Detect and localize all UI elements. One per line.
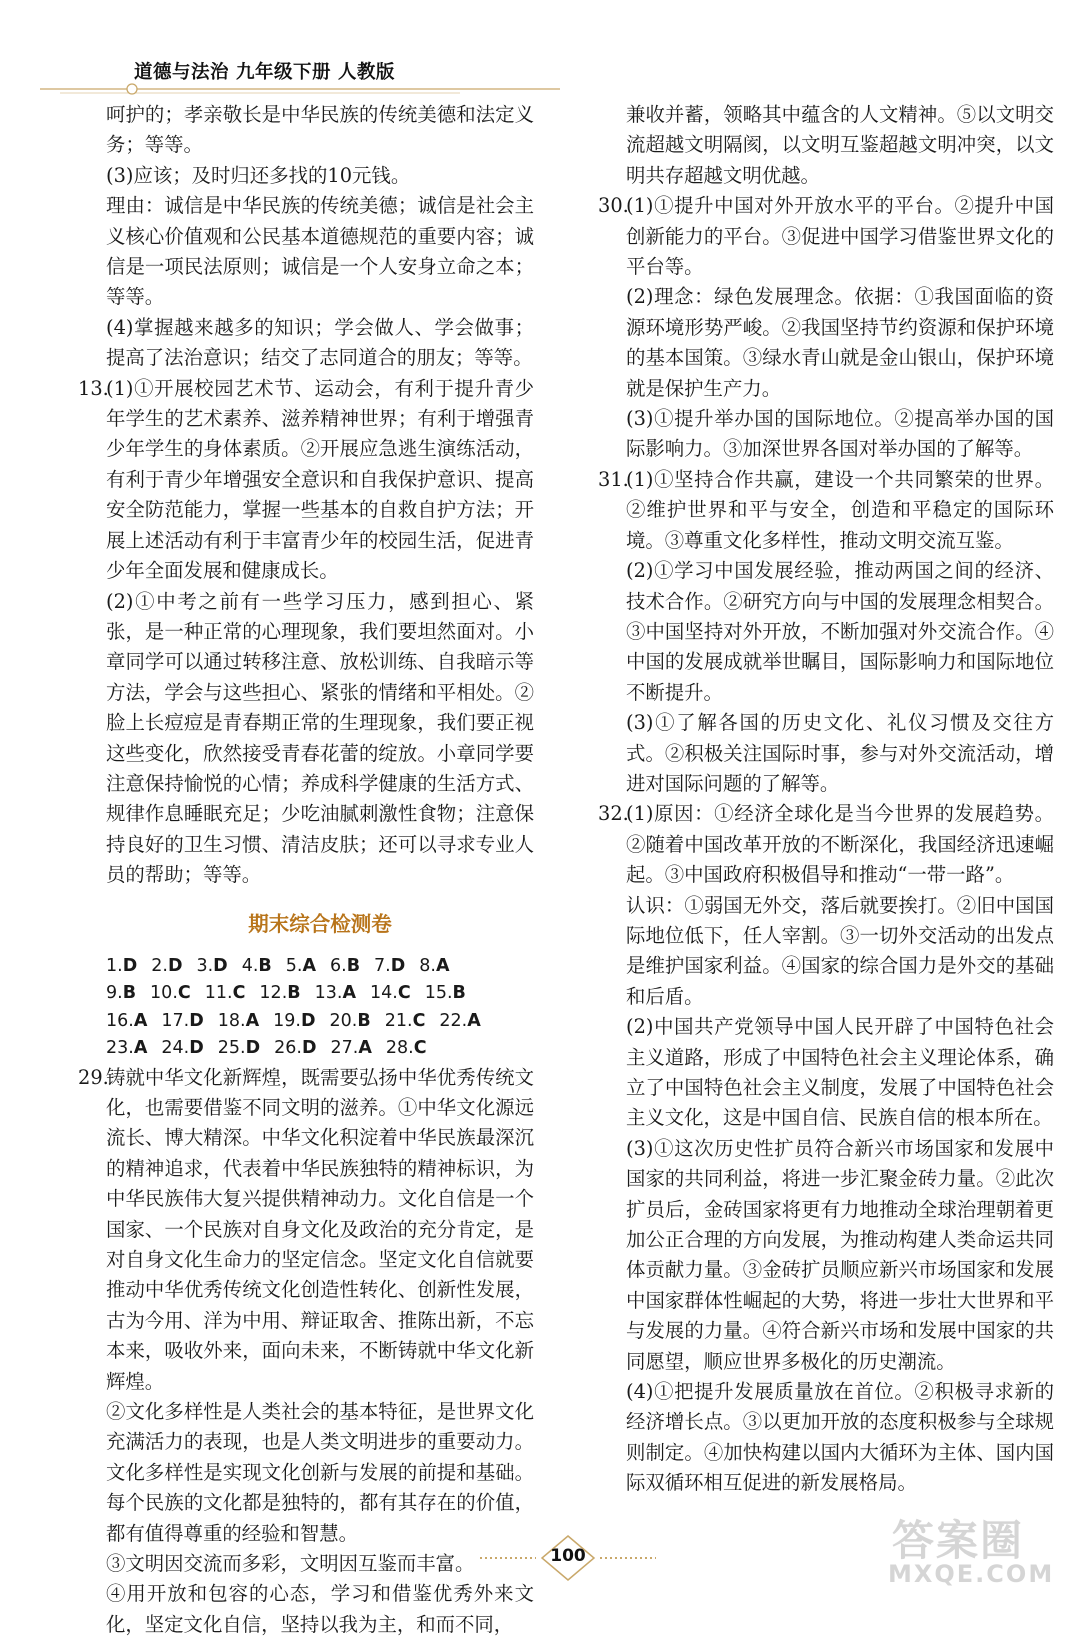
answer-choice: D: [213, 955, 228, 976]
answer-choice: D: [122, 955, 138, 976]
answer-row: [106, 980, 534, 1008]
question-31: [598, 465, 1054, 799]
question-number: 13.: [78, 376, 109, 400]
answer-number: 9.: [106, 983, 123, 1004]
answer-number: 1.: [106, 955, 123, 976]
answer-item: [151, 953, 182, 981]
answer-number: 12.: [259, 983, 288, 1004]
q12-part4: (4)掌握越来越多的知识；学会做人、学会做事；提高了法治意识；结交了志同道合的朋友；等等。: [106, 315, 534, 370]
answer-choice: A: [302, 955, 316, 976]
answer-choice: B: [346, 955, 361, 976]
answer-item: [205, 980, 246, 1008]
answer-item: [425, 980, 466, 1008]
answer-row: [106, 953, 534, 981]
answer-choice: D: [390, 955, 406, 976]
q29-para1: 铸就中华文化新辉煌，既需要弘扬中华优秀传统文化，也需要借鉴不同文明的滋养。①中华文化源远流长、博大精深。中华文化积淀着中华民族最深沉的精神追求，代表着中华民族独特的精神标识，为中华民族伟大复兴提供精神动力。文化自信是一个国家、一个民族对自身文化及政治的充分肯定，是对自身文化生命力的坚定信念。坚定文化自信就要推动中华优秀传统文化创造性转化、创新性发展，古为今用、洋为中用、辩证取舍、推陈出新，不忘本来，吸收外来，面向未来，不断铸就中华文化新辉煌。: [106, 1065, 534, 1393]
answer-number: 26.: [274, 1038, 302, 1059]
answer-number: 14.: [370, 983, 398, 1004]
answer-item: [374, 953, 405, 981]
answer-item: [386, 1035, 427, 1063]
answer-choice: B: [452, 983, 466, 1004]
question-13: [78, 374, 534, 891]
answer-number: 18.: [217, 1010, 246, 1031]
question-number: 30.: [598, 194, 629, 218]
answer-number: 13.: [314, 983, 343, 1004]
answer-item: [315, 980, 356, 1008]
answer-item: [330, 953, 360, 981]
q32-part4: (4)①把提升发展质量放在首位。②积极寻求新的经济增长点。③以更加开放的态度积极参与全球规则制定。④加快构建以国内大循环为主体、国内国际双循环相互促进的新发展格局。: [626, 1380, 1054, 1495]
answer-item: [439, 1008, 480, 1036]
answer-item: [330, 1008, 371, 1036]
q30-part2: (2)理念：绿色发展理念。依据：①我国面临的资源环境形势严峻。②我国坚持节约资源和保护环境的基本国策。③绿水青山就是金山银山，保护环境就是保护生产力。: [626, 285, 1054, 400]
answer-item: [242, 953, 272, 981]
answer-number: 3.: [196, 955, 214, 976]
q32-part2: (2)中国共产党领导中国人民开辟了中国特色社会主义道路，形成了中国特色社会主义理论体系，确立了中国特色社会主义制度，发展了中国特色社会主义文化，这是中国自信、民族自信的根本所在。: [626, 1015, 1054, 1130]
header-title: 道德与法治 九年级下册 人教版: [134, 62, 395, 83]
answer-choice: B: [287, 983, 301, 1004]
watermark-url: MXQE.COM: [888, 1560, 1055, 1588]
q32-part1-view: 认识：①弱国无外交，落后就要挨打。②旧中国国际地位低下，任人宰割。③一切外交活动的出发点是维护国家利益。④国家的综合国力是外交的基础和后盾。: [626, 893, 1054, 1008]
q31-part3: (3)①了解各国的历史文化、礼仪习惯及交往方式。②积极关注国际时事，参与对外交流活动，增进对国际问题的了解等。: [626, 711, 1054, 795]
answer-choice: A: [133, 1038, 148, 1059]
answer-number: 10.: [150, 983, 178, 1004]
section-title: 期末综合检测卷: [248, 911, 392, 936]
answer-item: [106, 980, 136, 1008]
answer-item: [150, 980, 191, 1008]
answer-item: [286, 953, 316, 981]
answer-choice: A: [133, 1010, 148, 1031]
answer-choice: A: [358, 1038, 372, 1059]
question-number: 32.: [598, 802, 629, 826]
answer-number: 25.: [217, 1038, 246, 1059]
answer-number: 19.: [273, 1010, 301, 1031]
answer-item: [331, 1035, 372, 1063]
answer-choice: D: [301, 1010, 316, 1031]
q12-part3-reason: 理由：诚信是中华民族的传统美德；诚信是社会主义核心价值观和公民基本道德规范的重要内容；诚信是一项民法原则；诚信是一个人安身立命之本；等等。: [106, 194, 534, 309]
q29-para4: ④用开放和包容的心态，学习和借鉴优秀外来文化，坚定文化自信，坚持以我为主，和而不同，: [106, 1582, 534, 1636]
left-column: [78, 100, 534, 1640]
answer-choice: D: [189, 1010, 204, 1031]
answer-number: 27.: [330, 1038, 359, 1059]
answer-item: [218, 1035, 260, 1063]
answer-number: 5.: [285, 955, 303, 976]
question-32: [598, 799, 1054, 1498]
answer-number: 24.: [161, 1038, 190, 1059]
answer-number: 17.: [161, 1010, 190, 1031]
answer-number: 21.: [384, 1010, 413, 1031]
answer-choice: D: [245, 1038, 261, 1059]
q29-continuation: 兼收并蓄，领略其中蕴含的人文精神。⑤以文明交流超越文明隔阂，以文明互鉴超越文明冲突，以文明共存超越文明优越。: [626, 103, 1054, 187]
answer-number: 23.: [106, 1038, 134, 1059]
question-number: 31.: [598, 467, 629, 491]
page-number: 100: [550, 1546, 586, 1566]
q12-part3: (3)应该；及时归还多找的10元钱。: [106, 163, 411, 187]
answer-number: 20.: [329, 1010, 358, 1031]
answer-item: [273, 1008, 315, 1036]
question-number: 29.: [78, 1065, 109, 1089]
q32-part1: (1)原因：①经济全球化是当今世界的发展趋势。②随着中国改革开放的不断深化，我国经济迅速崛起。③中国政府积极倡导和推动“一带一路”。: [626, 802, 1054, 887]
answer-item: [370, 980, 411, 1008]
answer-choice: C: [177, 983, 191, 1004]
answer-item: [106, 953, 137, 981]
watermark-logo: [880, 1508, 1080, 1596]
answer-row: [106, 1035, 534, 1063]
answer-item: [385, 1008, 426, 1036]
q29-para2: ②文化多样性是人类社会的基本特征，是世界文化充满活力的表现，也是人类文明进步的重要动力。文化多样性是实现文化创新与发展的前提和基础。每个民族的文化都是独特的，都有其存在的价值，都有值得尊重的经验和智慧。: [106, 1400, 534, 1545]
answer-number: 6.: [330, 955, 347, 976]
q13-part2: (2)①中考之前有一些学习压力，感到担心、紧张，是一种正常的心理现象，我们要坦然面对。小章同学可以通过转移注意、放松训练、自我暗示等方法，学会与这些担心、紧张的情绪和平相处。②脸上长痘痘是青春期正常的生理现象，我们要正视这些变化，欣然接受青春花蕾的绽放。小章同学要注意保持愉悦的心情；养成科学健康的生活方式、规律作息睡眠充足；少吃油腻刺激性食物；注意保持良好的卫生习惯、清洁皮肤；还可以寻求专业人员的帮助；等等。: [106, 589, 534, 887]
q31-part1: (1)①坚持合作共赢，建设一个共同繁荣的世界。②维护世界和平与安全，创造和平稳定的国际环境。③尊重文化多样性，推动文明交流互鉴。: [626, 467, 1054, 552]
watermark-text: 答案圈: [892, 1516, 1025, 1565]
answer-item: [274, 1035, 316, 1063]
answer-choice: C: [232, 983, 246, 1004]
answer-grid: [106, 953, 534, 1063]
q31-part2: (2)①学习中国发展经验，推动两国之间的经济、技术合作。②研究方向与中国的发展理念相契合。③中国坚持对外开放，不断加强对外交流合作。④中国的发展成就举世瞩目，国际影响力和国际地位不断提升。: [626, 559, 1054, 704]
answer-choice: D: [301, 1038, 317, 1059]
answer-number: 22.: [439, 1010, 468, 1031]
answer-number: 4.: [241, 955, 259, 976]
right-column: [598, 100, 1054, 1499]
q12-continuation: 呵护的；孝亲敬长是中华民族的传统美德和法定义务；等等。: [106, 103, 534, 157]
answer-number: 16.: [106, 1010, 134, 1031]
answer-item: [419, 953, 449, 981]
q13-part1: (1)①开展校园艺术节、运动会，有利于提升青少年学生的艺术素养、滋养精神世界；有利于增强青少年学生的身体素质。②开展应急逃生演练活动，有利于青少年增强安全意识和自我保护意识、提高安全防范能力，掌握一些基本的自救自护方法；开展上述活动有利于丰富青少年的校园生活，促进青少年全面发展和健康成长。: [106, 376, 534, 583]
answer-number: 8.: [419, 955, 436, 976]
answer-number: 7.: [374, 955, 391, 976]
answer-number: 11.: [204, 983, 233, 1004]
answer-choice: A: [435, 955, 450, 976]
question-30: [598, 191, 1054, 465]
answer-choice: D: [189, 1038, 204, 1059]
answer-number: 15.: [424, 983, 453, 1004]
answer-item: [218, 1008, 259, 1036]
answer-item: [161, 1008, 203, 1036]
q30-part1: (1)①提升中国对外开放水平的平台。②提升中国创新能力的平台。③促进中国学习借鉴世界文化的平台等。: [626, 194, 1054, 279]
q30-part3: (3)①提升举办国的国际地位。②提高举办国的国际影响力。③加深世界各国对举办国的了解等。: [626, 407, 1054, 461]
answer-choice: C: [397, 983, 411, 1004]
answer-choice: C: [413, 1038, 427, 1059]
header-decoration: [40, 80, 560, 100]
answer-choice: B: [122, 983, 137, 1004]
answer-item: [161, 1035, 203, 1063]
answer-choice: B: [357, 1010, 371, 1031]
answer-item: [106, 1035, 147, 1063]
answer-choice: B: [258, 955, 272, 976]
answer-choice: A: [245, 1010, 260, 1031]
answer-choice: C: [412, 1010, 426, 1031]
answer-choice: D: [167, 955, 183, 976]
answer-item: [106, 1008, 147, 1036]
q32-part3: (3)①这次历史性扩员符合新兴市场国家和发展中国家的共同利益，将进一步汇聚金砖力量。②此次扩员后，金砖国家将更有力地推动全球治理朝着更加公正合理的方向发展，为推动构建人类命运共同体贡献力量。③金砖扩员顺应新兴市场国家和发展中国家群体性崛起的大势，将进一步壮大世界和平与发展的力量。④符合新兴市场和发展中国家的共同愿望，顺应世界多极化的历史潮流。: [626, 1136, 1054, 1373]
q29-para3: ③文明因交流而多彩，文明因互鉴而丰富。: [106, 1552, 475, 1576]
answer-choice: A: [342, 983, 356, 1004]
answer-row: [106, 1008, 534, 1036]
answer-number: 28.: [385, 1038, 414, 1059]
answer-choice: A: [467, 1010, 481, 1031]
answer-item: [196, 953, 227, 981]
answer-item: [259, 980, 300, 1008]
answer-number: 2.: [151, 955, 168, 976]
